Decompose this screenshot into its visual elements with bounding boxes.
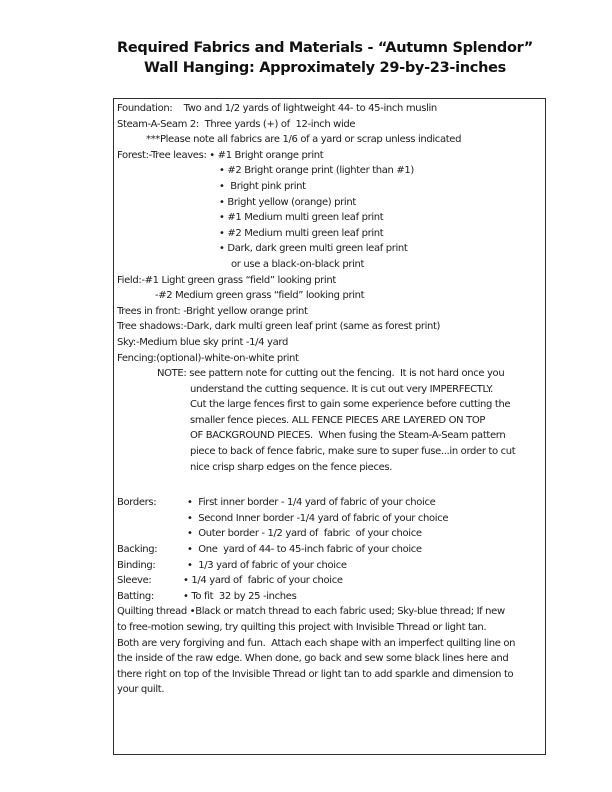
list-line: [117, 273, 542, 289]
row-text: there right on top of the Invisible Thread or light tan to add sparkle and dimension to: [117, 668, 514, 680]
list-line: [117, 132, 542, 148]
list-line: [117, 210, 542, 226]
list-line: [117, 319, 542, 335]
list-line: [117, 682, 542, 698]
row-text: piece to back of fence fabric, make sure to super fuse...in order to cut: [190, 446, 516, 458]
row-text: • 1/4 yard of fabric of your choice: [183, 575, 343, 587]
row-text: Fencing:(optional)-white-on-white print: [117, 352, 299, 364]
row-label: Borders:: [117, 497, 157, 509]
page-title-line1: Required Fabrics and Materials - “Autumn Splendor”: [116, 40, 533, 56]
list-line: [117, 226, 542, 242]
row-text: Sky:-Medium blue sky print -1/4 yard: [117, 336, 288, 348]
row-text: Tree shadows:-Dark, dark multi green leaf print (same as forest print): [117, 321, 441, 333]
row-text: Cut the large fences first to gain some experience before cutting the: [190, 399, 511, 411]
row-label: Backing:: [117, 544, 158, 556]
row-text: • Bright yellow (orange) print: [219, 196, 356, 208]
row-text: Trees in front: -Bright yellow orange print: [117, 305, 308, 317]
row-label: Sleeve:: [117, 575, 152, 587]
row-text: • First inner border - 1/4 yard of fabric of your choice: [187, 497, 436, 509]
row-text: Steam-A-Seam 2: Three yards (+) of 12-inch wide: [117, 118, 356, 130]
row-text: • To fit 32 by 25 -inches: [183, 590, 297, 602]
row-label: Binding:: [117, 559, 156, 571]
row-text: Quilting thread •Black or match thread to each fabric used; Sky-blue thread; If new: [117, 606, 505, 618]
list-line: [117, 163, 542, 179]
row-text: • One yard of 44- to 45-inch fabric of your choice: [187, 544, 422, 556]
page-title-line2: Wall Hanging: Approximately 29-by-23-inches: [144, 60, 506, 76]
row-text: • Second Inner border -1/4 yard of fabric of your choice: [187, 512, 449, 524]
page-title: [90, 38, 560, 78]
list-line: [117, 589, 542, 605]
row-text: Forest:-Tree leaves: • #1 Bright orange print: [117, 149, 324, 161]
row-text: • #2 Bright orange print (lighter than #1): [219, 165, 414, 177]
row-text: your quilt.: [117, 684, 165, 696]
list-line: [117, 495, 542, 511]
list-line: [117, 335, 542, 351]
materials-box: [113, 98, 546, 755]
list-line: [117, 257, 542, 273]
list-line: [117, 558, 542, 574]
row-text: understand the cutting sequence. It is cut out very IMPERFECTLY.: [190, 383, 493, 395]
list-line: [117, 511, 542, 527]
list-line: [117, 573, 542, 589]
row-text: nice crisp sharp edges on the fence pieces.: [190, 461, 393, 473]
list-line: [117, 304, 542, 320]
list-line: [117, 101, 542, 117]
list-line: [117, 382, 542, 398]
row-text: • 1/3 yard of fabric of your choice: [187, 559, 347, 571]
list-line: [117, 542, 542, 558]
list-line: [117, 428, 542, 444]
row-text: the inside of the raw edge. When done, go back and sew some black lines here and: [117, 653, 509, 665]
list-line: [117, 413, 542, 429]
row-text: or use a black-on-black print: [231, 258, 365, 270]
row-text: OF BACKGROUND PIECES. When fusing the Steam-A-Seam pattern: [190, 430, 506, 442]
list-line: [117, 366, 542, 382]
list-line: [117, 667, 542, 683]
list-line: [117, 288, 542, 304]
list-line: [117, 241, 542, 257]
list-line: [117, 651, 542, 667]
row-text: smaller fence pieces. ALL FENCE PIECES ARE LAYERED ON TOP: [190, 414, 486, 426]
row-label: Batting:: [117, 590, 154, 602]
row-text: ***Please note all fabrics are 1/6 of a yard or scrap unless indicated: [146, 134, 462, 146]
list-line: [117, 397, 542, 413]
list-line: [117, 351, 542, 367]
list-line: [117, 179, 542, 195]
row-text: Both are very forgiving and fun. Attach each shape with an imperfect quilting line on: [117, 637, 516, 649]
row-text: • Outer border - 1/2 yard of fabric of your choice: [187, 528, 422, 540]
list-line: [117, 636, 542, 652]
row-text: • #2 Medium multi green leaf print: [219, 227, 384, 239]
row-text: • Bright pink print: [219, 180, 306, 192]
row-text: to free-motion sewing, try quilting this project with Invisible Thread or light tan.: [117, 622, 487, 633]
row-text: Field:-#1 Light green grass “field” looking print: [117, 274, 336, 286]
list-line: [117, 195, 542, 211]
list-line: [117, 604, 542, 620]
list-line: [117, 444, 542, 460]
row-text: -#2 Medium green grass “field” looking print: [155, 290, 365, 302]
list-line: [117, 148, 542, 164]
list-line: [117, 460, 542, 476]
list-line: [117, 526, 542, 542]
row-text: Foundation: Two and 1/2 yards of lightweight 44- to 45-inch muslin: [117, 103, 437, 114]
row-text: NOTE: see pattern note for cutting out the fencing. It is not hard once you: [157, 368, 505, 380]
row-text: • #1 Medium multi green leaf print: [219, 212, 384, 224]
list-line: [117, 620, 542, 636]
list-line: [117, 117, 542, 133]
materials-list: [117, 101, 542, 698]
row-text: • Dark, dark green multi green leaf print: [219, 243, 408, 255]
